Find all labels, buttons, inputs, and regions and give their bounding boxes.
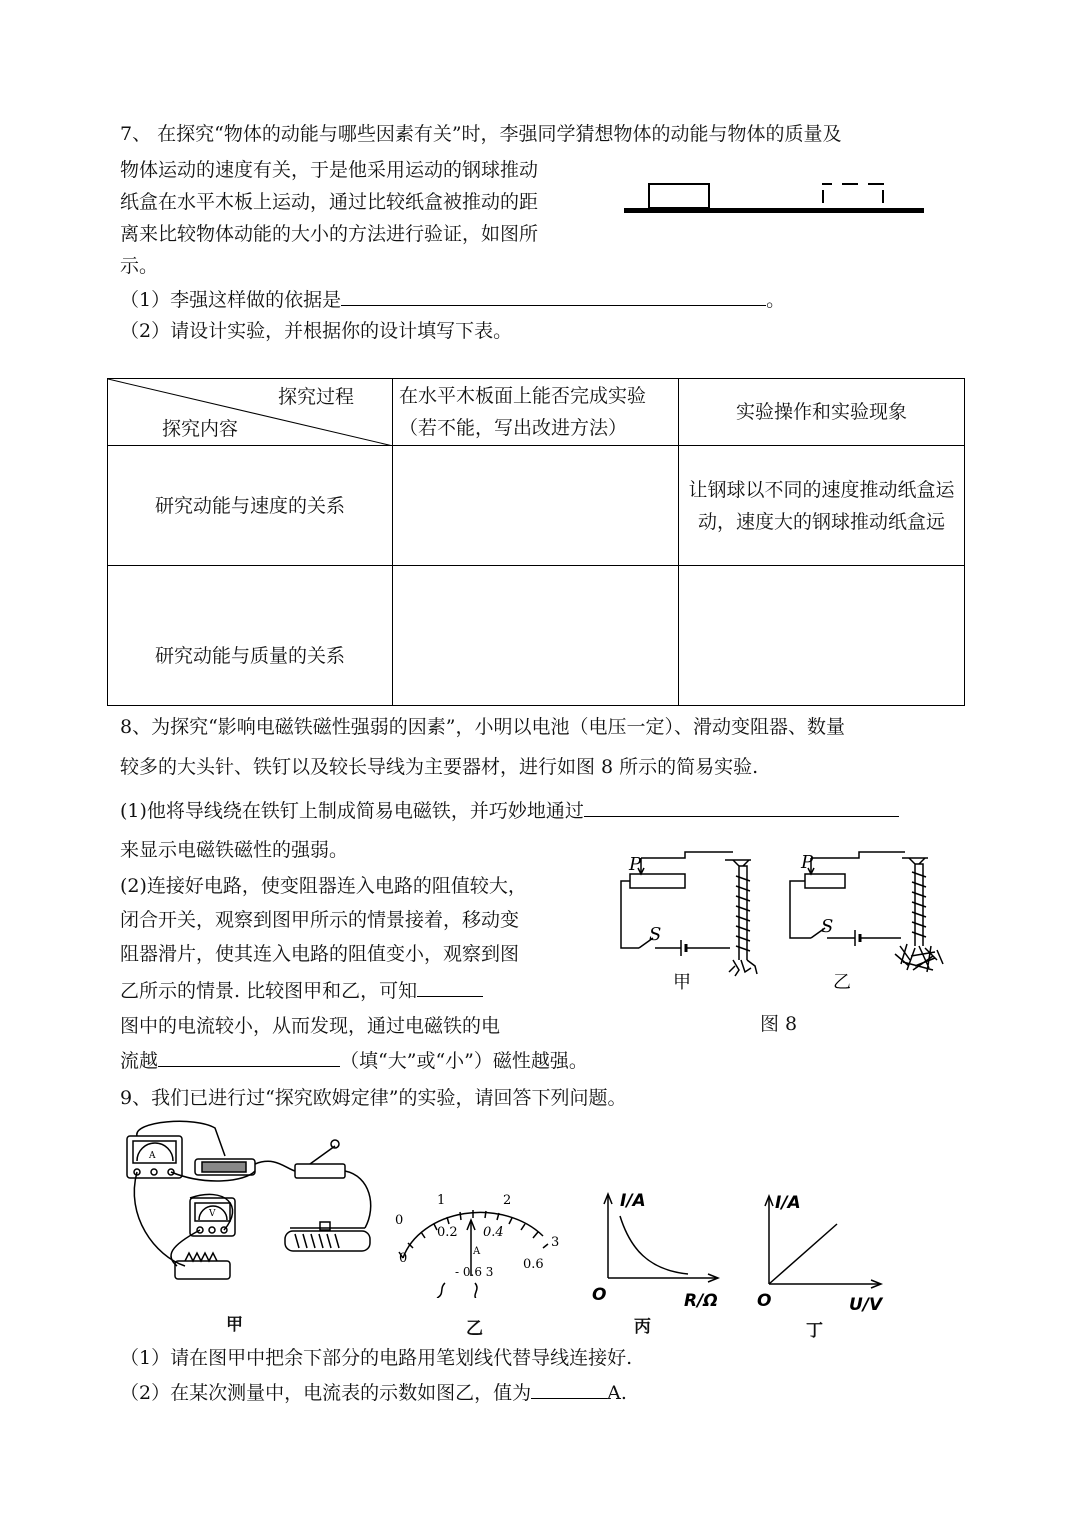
figure-label-yi: 乙 <box>466 1319 483 1339</box>
switch-s-label: S <box>821 916 834 937</box>
svg-text:0: 0 <box>399 1251 408 1266</box>
q7-para-line: 离来比较物体动能的大小的方法进行验证，如图所 <box>120 223 539 245</box>
svg-text:O: O <box>592 1285 607 1305</box>
q8-line2: 较多的大头针、铁钉以及较长导线为主要器材，进行如图 8 所示的简易实验. <box>120 756 759 778</box>
q8-sub2-line: 乙所示的情景. 比较图甲和乙，可知 <box>120 974 483 1007</box>
svg-text:3: 3 <box>551 1235 560 1250</box>
q7-para-line: 示。 <box>120 255 159 277</box>
q8-sub1: (1)他将导线绕在铁钉上制成简易电磁铁，并巧妙地通过 <box>120 794 899 827</box>
switch-s-label: S <box>649 924 662 945</box>
svg-text:U/V: U/V <box>849 1295 883 1313</box>
svg-text:- 0.6 3: - 0.6 3 <box>455 1265 494 1279</box>
table-cell: 让钢球以不同的速度推动纸盒运动，速度大的钢球推动纸盒远 <box>679 446 965 566</box>
q8-sub2-line5: 图中的电流较小，从而发现，通过电磁铁的电 <box>120 1015 501 1037</box>
svg-text:0.6: 0.6 <box>523 1257 544 1272</box>
q9-line1: 9、我们已进行过“探究欧姆定律”的实验，请回答下列问题。 <box>120 1087 627 1109</box>
circuit-components-figure <box>115 1116 380 1286</box>
answer-blank[interactable] <box>584 794 899 817</box>
q8-sub2-line: 闭合开关，观察到图甲所示的情景接着，移动变 <box>120 909 520 931</box>
figure-label-yi: 乙 <box>833 972 851 993</box>
answer-cell[interactable] <box>393 446 679 566</box>
figure-label-ding: 丁 <box>806 1321 823 1341</box>
svg-text:A: A <box>149 1151 156 1161</box>
slider-p-label: P <box>801 852 814 873</box>
svg-text:2: 2 <box>503 1193 512 1208</box>
q8-sub2-line6: 流越 （填“大”或“小”）磁性越强。 <box>120 1044 588 1077</box>
answer-cell[interactable] <box>679 566 965 706</box>
i-u-graph <box>755 1188 890 1313</box>
svg-text:R/Ω: R/Ω <box>684 1291 718 1308</box>
q7-line1: 7、 在探究“物体的动能与哪些因素有关”时，李强同学猜想物体的动能与物体的质量及 <box>120 123 842 145</box>
table-row <box>108 566 965 706</box>
board-box-figure <box>620 175 930 220</box>
table-row <box>108 446 965 566</box>
svg-text:O: O <box>757 1291 772 1311</box>
figure-label-jia: 甲 <box>673 972 691 993</box>
col2-header: 在水平木板面上能否完成实验（若不能，写出改进方法） <box>393 379 679 446</box>
svg-text:I/A: I/A <box>775 1193 801 1213</box>
answer-blank[interactable] <box>341 283 766 306</box>
electromagnet-figure <box>615 848 965 1008</box>
ammeter-dial-figure <box>385 1188 570 1298</box>
svg-text:A: A <box>473 1246 481 1257</box>
figure-label-bing: 丙 <box>634 1317 651 1337</box>
table-cell: 研究动能与速度的关系 <box>108 446 393 566</box>
diagonal-header-cell: 探究过程 探究内容 <box>108 379 393 446</box>
q7-sub1: （1）李强这样做的依据是 。 <box>120 283 785 316</box>
svg-text:I/A: I/A <box>620 1191 646 1211</box>
answer-blank[interactable] <box>531 1376 607 1399</box>
q9-sub2: （2）在某次测量中，电流表的示数如图乙，值为 A. <box>120 1376 627 1409</box>
answer-blank[interactable] <box>158 1044 340 1067</box>
svg-text:1: 1 <box>437 1193 446 1208</box>
q7-para-line: 纸盒在水平木板上运动，通过比较纸盒被推动的距 <box>120 191 539 213</box>
svg-text:0: 0 <box>395 1213 404 1228</box>
svg-text:0.4: 0.4 <box>483 1225 504 1240</box>
slider-p-label: P <box>629 854 642 875</box>
q7-table <box>107 378 965 706</box>
q8-sub1-line2: 来显示电磁铁磁性的强弱。 <box>120 839 349 861</box>
figure-caption: 图 8 <box>760 1013 798 1035</box>
q8-sub2-line: 阻器滑片，使其连入电路的阻值变小，观察到图 <box>120 943 520 965</box>
svg-text:V: V <box>209 1209 216 1219</box>
svg-text:0.2: 0.2 <box>437 1225 458 1240</box>
i-r-graph <box>588 1188 723 1308</box>
q8-sub2-line: (2)连接好电路，使变阻器连入电路的阻值较大， <box>120 875 527 897</box>
q7-para-line: 物体运动的速度有关，于是他采用运动的钢球推动 <box>120 159 539 181</box>
q9-sub1: （1）请在图甲中把余下部分的电路用笔划线代替导线连接好. <box>120 1347 633 1369</box>
q7-sub2: （2）请设计实验，并根据你的设计填写下表。 <box>120 320 513 342</box>
col3-header: 实验操作和实验现象 <box>679 379 965 446</box>
answer-blank[interactable] <box>417 974 483 997</box>
figure-label-jia: 甲 <box>226 1315 243 1335</box>
table-cell: 研究动能与质量的关系 <box>108 566 393 706</box>
q8-line1: 8、为探究“影响电磁铁磁性强弱的因素”，小明以电池（电压一定）、滑动变阻器、数量 <box>120 716 846 738</box>
answer-cell[interactable] <box>393 566 679 706</box>
